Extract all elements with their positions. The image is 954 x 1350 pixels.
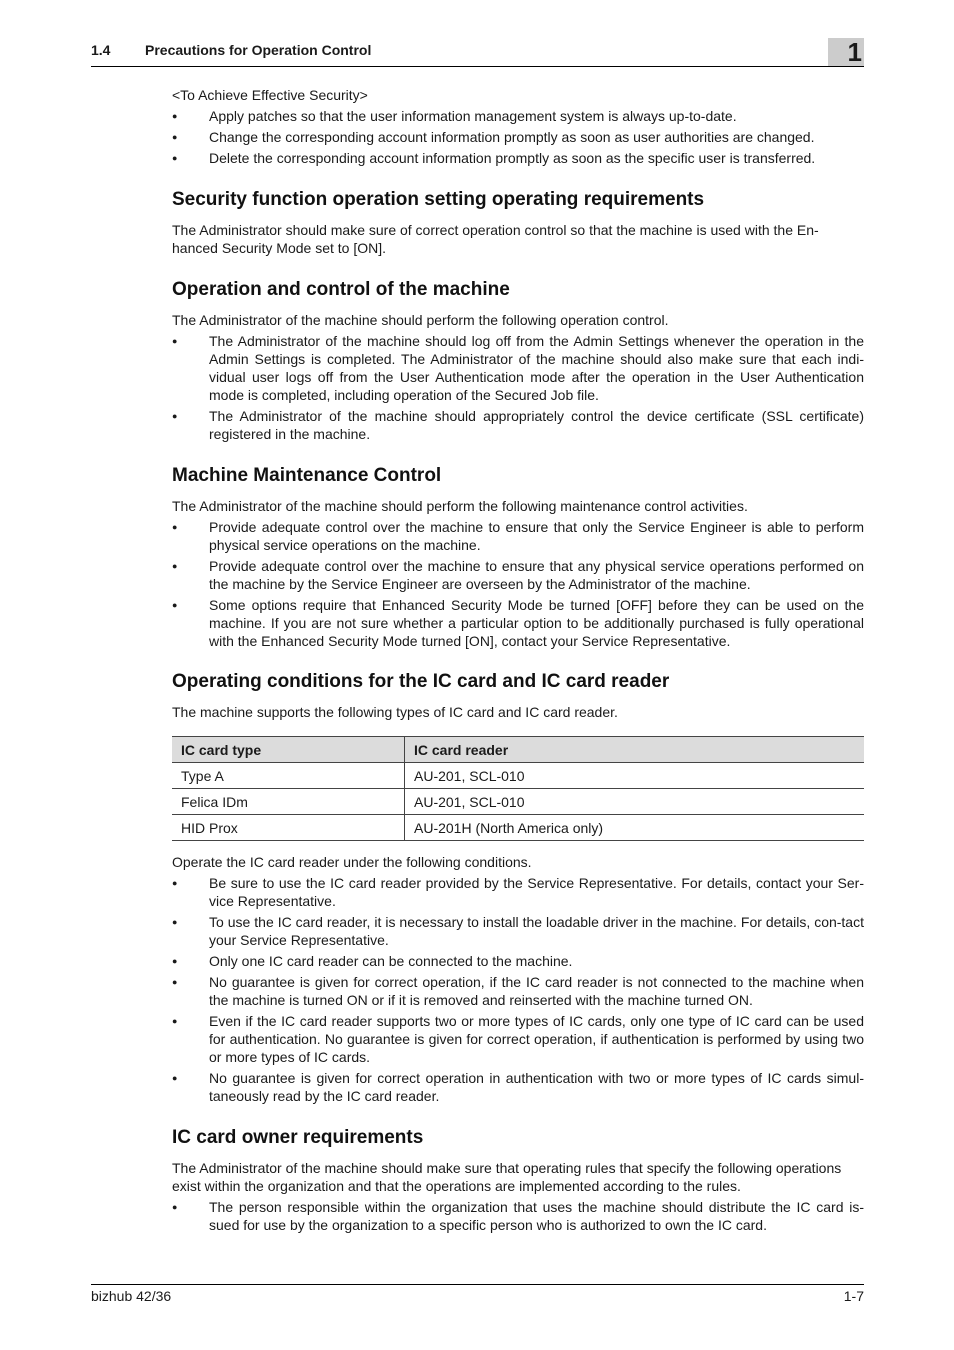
ic-card-conditions-list xyxy=(172,874,864,1105)
list-item: ● Only one IC card reader can be connected to the machine. xyxy=(172,952,864,970)
list-item: ● The Administrator of the machine should appropriately control the device certificate (SSL certificate) registered in the machine. xyxy=(172,407,864,443)
list-item: ● The Administrator of the machine should log off from the Admin Settings whenever the operation in the Admin Settings is completed. The Administrator of the machine should also make sure that each indi-vidual user logs off from the User Authentication mode after the operation in the User Authentication mode is completed, including operation of the Secured Job file. xyxy=(172,332,864,404)
product-name: bizhub 42/36 xyxy=(91,1288,172,1304)
table-row xyxy=(172,789,864,815)
list-item: ● Provide adequate control over the machine to ensure that any physical service operations performed on the machine by the Service Engineer are overseen by the Administrator of the machine. xyxy=(172,557,864,593)
page-content xyxy=(172,86,864,1237)
list-item: ● No guarantee is given for correct operation in authentication with two or more types of IC cards simul-taneously read by the IC card reader. xyxy=(172,1069,864,1105)
page-number: 1-7 xyxy=(843,1288,864,1304)
ic-card-heading: Operating conditions for the IC card and IC card reader xyxy=(172,671,670,692)
table-cell: Felica IDm xyxy=(172,789,405,815)
maintenance-lead: The Administrator of the machine should perform the following maintenance control activities. xyxy=(172,498,748,514)
intro-list xyxy=(172,107,864,167)
list-item: ● Apply patches so that the user information management system is always up-to-date. xyxy=(172,107,864,125)
security-function-text: The Administrator should make sure of correct operation control so that the machine is used with the En-hanced Security Mode set to [ON]. xyxy=(172,222,819,256)
table-row xyxy=(172,763,864,789)
section-title: Precautions for Operation Control xyxy=(145,42,372,58)
owner-list xyxy=(172,1198,864,1234)
operation-control-lead: The Administrator of the machine should perform the following operation control. xyxy=(172,312,669,328)
security-function-heading: Security function operation setting operating requirements xyxy=(172,189,705,210)
table-header-row xyxy=(172,737,864,763)
table-cell: AU-201H (North America only) xyxy=(405,815,865,841)
table-cell: AU-201, SCL-010 xyxy=(405,789,865,815)
operation-control-list xyxy=(172,332,864,443)
chapter-tab: 1 xyxy=(828,38,864,66)
ic-card-conditions-lead: Operate the IC card reader under the following conditions. xyxy=(172,854,532,870)
table-row xyxy=(172,815,864,841)
operation-control-heading: Operation and control of the machine xyxy=(172,279,510,300)
page-footer xyxy=(91,1284,864,1304)
list-item: ● Be sure to use the IC card reader provided by the Service Representative. For details, contact your Ser-vice Representative. xyxy=(172,874,864,910)
owner-lead: The Administrator of the machine should make sure that operating rules that specify the following operations exist within the organization and that the operations are implemented according to the rules. xyxy=(172,1160,842,1194)
list-item: ● Provide adequate control over the machine to ensure that only the Service Engineer is able to perform physical service operations on the machine. xyxy=(172,518,864,554)
list-item: ● No guarantee is given for correct operation, if the IC card reader is not connected to the machine when the machine is turned ON or if it is removed and reinserted with the machine turned ON. xyxy=(172,973,864,1009)
column-header-card-type: IC card type xyxy=(172,737,405,763)
list-item: ● To use the IC card reader, it is necessary to install the loadable driver in the machine. For details, con-tact your Service Representative. xyxy=(172,913,864,949)
list-item: ● Delete the corresponding account information promptly as soon as the specific user is transferred. xyxy=(172,149,864,167)
ic-card-lead: The machine supports the following types of IC card and IC card reader. xyxy=(172,704,618,720)
section-number: 1.4 xyxy=(91,42,111,58)
page-header xyxy=(91,38,864,67)
maintenance-list xyxy=(172,518,864,650)
table-cell: Type A xyxy=(172,763,405,789)
list-item: ● Some options require that Enhanced Security Mode be turned [OFF] before they can be used on the machine. If you are not sure whether a particular option to be additionally purchased is fully operational with the Enhanced Security Mode turned [ON], contact your Service Representative. xyxy=(172,596,864,650)
intro-label: <To Achieve Effective Security> xyxy=(172,87,368,103)
owner-heading: IC card owner requirements xyxy=(172,1127,424,1148)
ic-card-table xyxy=(172,736,864,841)
column-header-card-reader: IC card reader xyxy=(405,737,865,763)
list-item: ● Change the corresponding account information promptly as soon as user authorities are changed. xyxy=(172,128,864,146)
list-item: ● The person responsible within the organization that uses the machine should distribute the IC card is-sued for use by the organization to a specific person who is authorized to own the IC card. xyxy=(172,1198,864,1234)
maintenance-heading: Machine Maintenance Control xyxy=(172,465,442,486)
table-cell: AU-201, SCL-010 xyxy=(405,763,865,789)
list-item: ● Even if the IC card reader supports two or more types of IC cards, only one type of IC card can be used for authentication. No guarantee is given for correct operation, if authentication is performed by using two or more types of IC cards. xyxy=(172,1012,864,1066)
table-cell: HID Prox xyxy=(172,815,405,841)
